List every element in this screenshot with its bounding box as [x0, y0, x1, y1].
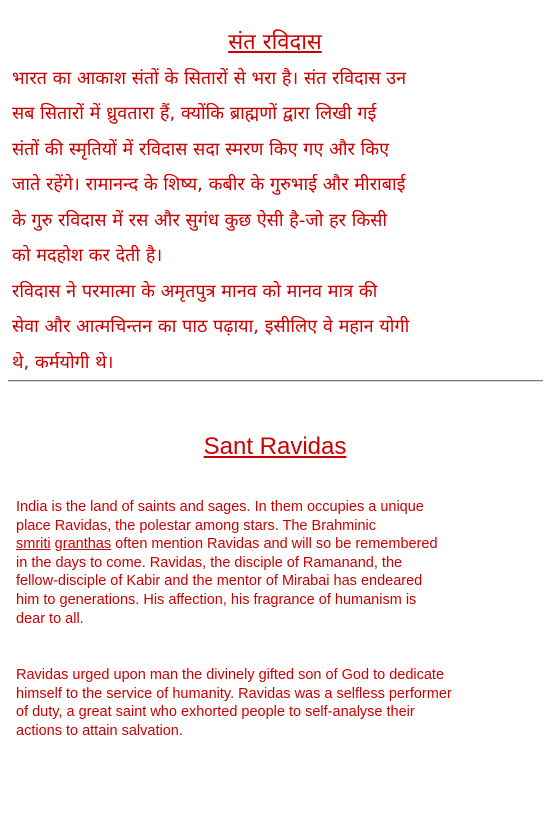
hindi-text-line: को मदहोश कर देती है।: [12, 245, 163, 266]
paragraph-line: of duty, a great saint who exhorted people to self-analyse their: [16, 704, 415, 721]
hindi-text-line: के गुरु रविदास में रस और सुगंध कुछ ऐसी है-जो हर किसी: [12, 210, 388, 231]
paragraph-line: him to generations. His affection, his fragrance of humanism is: [16, 592, 417, 608]
paragraph-line: [16, 535, 546, 554]
paragraph-line: India is the land of saints and sages. In them occupies a unique: [16, 499, 424, 515]
paragraph-line: place Ravidas, the polestar among stars. The Brahminic: [16, 517, 376, 534]
paragraph-line-rest: often mention Ravidas and will so be remembered: [111, 536, 438, 553]
hindi-text-line: सब सितारों में ध्रुवतारा हैं, क्योंकि ब्राह्मणों द्वारा लिखी गई: [12, 103, 377, 124]
granthas-link[interactable]: granthas: [54, 536, 112, 553]
hindi-text-line: रविदास ने परमात्मा के अमृतपुत्र मानव को मानव मात्र की: [12, 281, 378, 302]
section-divider: [8, 380, 543, 382]
paragraph-line: actions to attain salvation.: [16, 722, 183, 739]
paragraph-line: in the days to come. Ravidas, the disciple of Ramanand, the: [16, 554, 403, 571]
hindi-text-line: थे, कर्मयोगी थे।: [12, 352, 114, 373]
hindi-text-line: सेवा और आत्मचिन्तन का पाठ पढ़ाया, इसीलिए वे महान योगी: [12, 316, 410, 337]
paragraph-line: Ravidas urged upon man the divinely gifted son of God to dedicate: [16, 667, 445, 683]
hindi-title: संत रविदास: [228, 30, 322, 55]
paragraph-line: himself to the service of humanity. Ravidas was a selfless performer: [16, 685, 452, 702]
hindi-text-line: संतों की स्मृतियों में रविदास सदा स्मरण किए गए और किए: [12, 139, 390, 160]
paragraph-line: fellow-disciple of Kabir and the mentor of Mirabai has endeared: [16, 573, 423, 590]
english-title: Sant Ravidas: [203, 433, 347, 460]
smriti-link[interactable]: smriti: [16, 536, 51, 553]
hindi-text-line: भारत का आकाश संतों के सितारों से भरा है। संत रविदास उन: [12, 68, 407, 89]
hindi-text-line: जाते रहेंगे। रामानन्द के शिष्य, कबीर के गुरुभाई और मीराबाई: [12, 174, 406, 195]
paragraph-line: dear to all.: [16, 610, 84, 627]
